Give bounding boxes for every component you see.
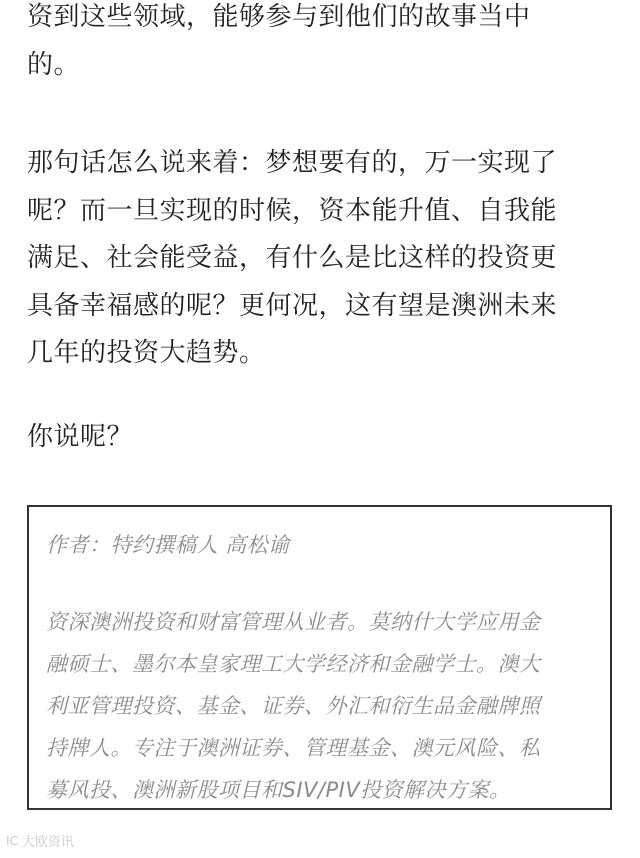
watermark bbox=[6, 831, 74, 850]
watermark-logo-icon: IC bbox=[6, 833, 18, 848]
watermark-text: 大欧资讯 bbox=[21, 835, 74, 850]
author-bio-box bbox=[27, 505, 612, 810]
author-line: 作者：特约撰稿人 高松谕 bbox=[46, 533, 290, 557]
paragraph-2: 那句话怎么说来着：梦想要有的，万一实现了 呢？而一旦实现的时候，资本能升值、自我能 满足、社会能受益，有什么是比这样的投资更 具备幸福感的呢？更何况，这有望是澳洲未来 几年的投资大趋势。 bbox=[27, 148, 558, 368]
paragraph-1: 资到这些领域，能够参与到他们的故事当中 的。 bbox=[27, 2, 531, 80]
paragraph-3: 你说呢？ bbox=[27, 422, 134, 452]
author-bio: 资深澳洲投资和财富管理从业者。莫纳什大学应用金 融硕士、墨尔本皇家理工大学经济和金融学士。澳大 利亚管理投资、基金、证券、外汇和衍生品金融牌照 持牌人。专注于澳洲证券、管理基金、澳元风险、私 募风投、澳洲新股项目和SIV/PIV投资解决方案。 bbox=[46, 610, 541, 802]
